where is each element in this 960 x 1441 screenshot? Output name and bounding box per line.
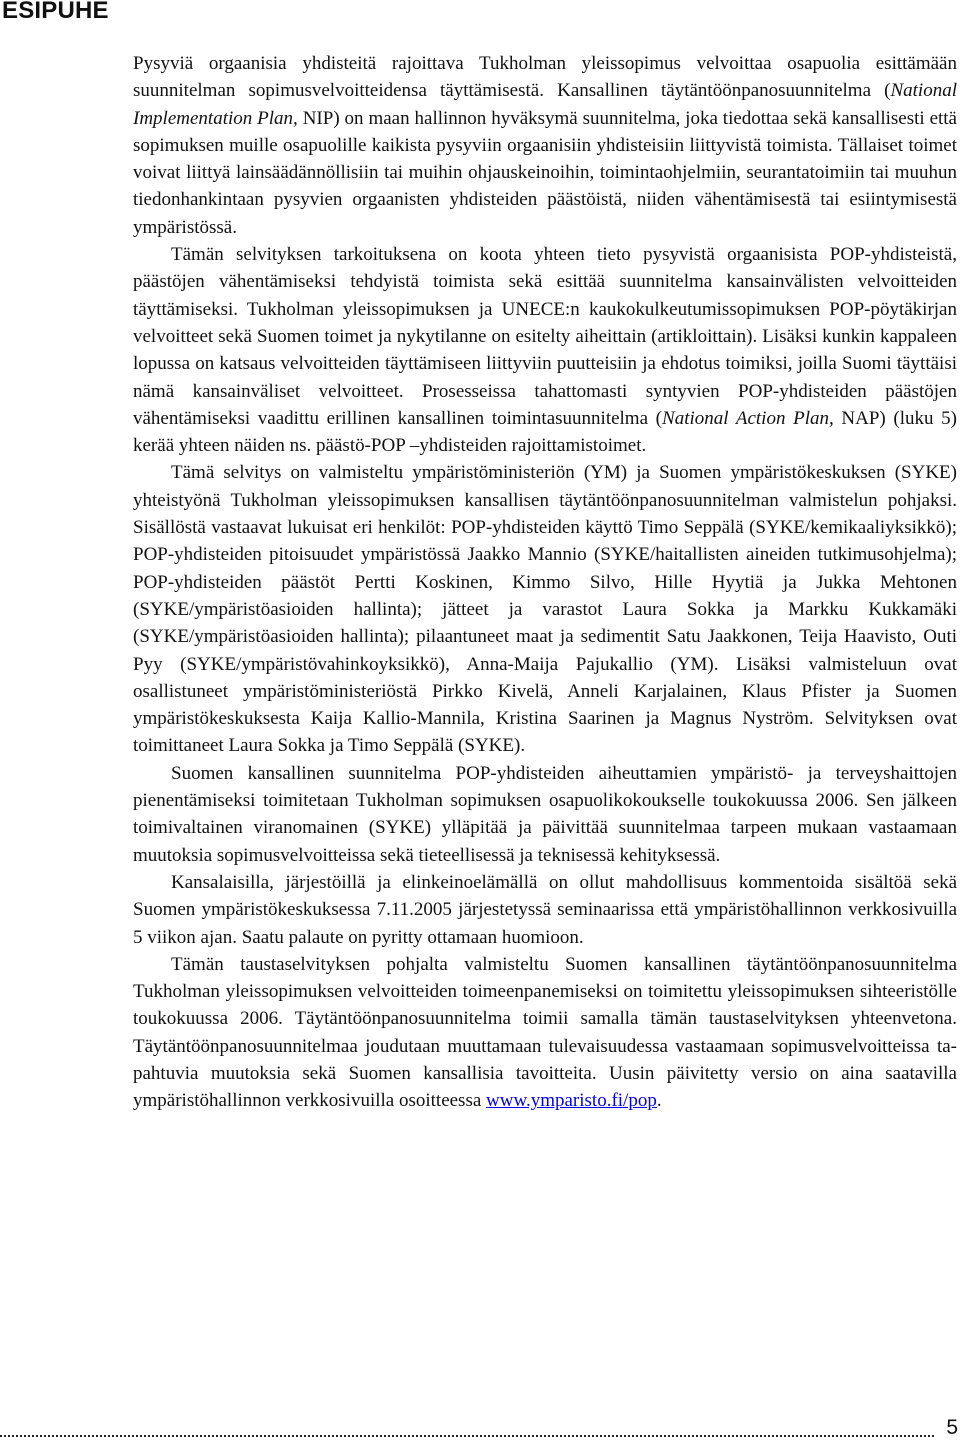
paragraph-4: Suomen kansallinen suunnitelma POP-yhdisteiden aiheuttamien ympäristö- ja terveyshaittojen pienentämiseksi toimitetaan Tukholman sopimuksen osapuolikokoukselle toukokuussa 2006. Sen jälkeen toimivaltainen viranomainen (SYKE) ylläpitää ja päivittää suunnitelmaa tarpeen mukaan vastaamaan muutoksia sopimusvelvoitteissa sekä tieteellisessä ja teknisessä kehityksessä.: [133, 762, 957, 866]
paragraph-1: [133, 50, 957, 241]
paragraph-6-end: .: [656, 1090, 662, 1112]
document-body: [133, 50, 957, 1115]
page-heading: ESIPUHE: [2, 0, 109, 24]
paragraph-1-text-a: Pysyviä orgaanisia yhdisteitä rajoittava Tukholman yleissopimus velvoittaa osapuolia esittämään suunnitelman sopimusvelvoitteidensa täyttämisestä. Kansallinen täytäntöönpanosuunnitelma (: [133, 53, 957, 102]
dot-leader: [0, 1435, 934, 1437]
ymparisto-pop-link[interactable]: www.ymparisto.fi/pop: [486, 1090, 657, 1112]
page-footer: [0, 1417, 958, 1441]
paragraph-5: Kansalaisilla, järjestöillä ja elinkeinoelämällä on ollut mahdollisuus kommentoida sisältöä sekä Suomen ympäristökeskuksessa 7.11.2005 järjestetyssä seminaarissa että ympäristöhallinnon verkkosivuilla 5 viikon ajan. Saatu palaute on pyritty ottamaan huomioon.: [133, 871, 957, 948]
paragraph-2: [133, 241, 957, 459]
page-number: 5: [946, 1416, 958, 1439]
paragraph-1-text-b: NIP) on maan hallinnon hyväksymä suunnitelma, joka tiedottaa sekä kansallisesti että sopimuksen muille osapuolille kaikista pysyviin orgaanisiin yhdisteisiin liittyvistä toimista. Tällaiset toimet voivat liittyä lainsäädännöllisiin tai muihin ohjauskeinoihin, toimintaohjelmiin, seurantatoimiin tai muuhun tiedonhankintaan pysyvien orgaanisten yhdisteiden päästöistä, niiden vähentämisestä tai esiintymisestä ympäristössä.: [133, 107, 957, 238]
paragraph-6: [133, 951, 957, 1115]
paragraph-1-italic-term: National Implementation Plan,: [133, 80, 957, 129]
paragraph-2-text-b: NAP) (luku 5) kerää yhteen näiden ns. päästö-POP –yhdisteiden rajoittamistoimet.: [133, 407, 957, 457]
paragraph-6-text: Tämän taustaselvityksen pohjalta valmisteltu Suomen kansallinen täytäntöönpanosuunnitelma Tukholman yleissopimuksen velvoitteiden toimeenpanemiseksi on toimitettu yleissopimuksen sihteeristölle toukokuussa 2006. Täytäntöönpanosuunnitelma toimii samalla tämän taustaselvityksen yhteenvetona. Täytäntöönpanosuunnitelmaa joudutaan muuttamaan tulevaisuudessa vastaamaan sopimusvelvoitteissa tapahtuvia muutoksia sekä Suomen kansallisia tavoitteita. Uusin päivitetty versio on aina saatavilla ympäristöhallinnon verkkosivuilla osoitteessa: [133, 953, 957, 1112]
paragraph-2-italic-term: National Action Plan,: [662, 407, 834, 429]
paragraph-3: Tämä selvitys on valmisteltu ympäristöministeriön (YM) ja Suomen ympäristökeskuksen (SYKE) yhteistyönä Tukholman yleissopimuksen kansallisen täytäntöönpanosuunnitelman valmistelun pohjaksi. Sisällöstä vastaavat lukuisat eri henkilöt: POP-yhdisteiden käyttö Timo Seppälä (SYKE/kemikaaliyksikkö); POP-yhdisteiden pitoisuudet ympäristössä Jaakko Mannio (SYKE/haitallisten aineiden tutkimusohjelma); POP-yhdisteiden päästöt Pertti Koskinen, Kimmo Silvo, Hille Hyytiä ja Jukka Mehtonen (SYKE/ympäristöasioiden hallinta); jätteet ja varastot Laura Sokka ja Markku Kukkamäki (SYKE/ympäristöasioiden hallinta); pilaantuneet maat ja sedimentit Satu Jaakkonen, Teija Haavisto, Outi Pyy (SYKE/ympäristövahinkoyksikkö), Anna-Maija Pajukallio (YM). Lisäksi valmisteluun ovat osallistuneet ympäristöministeriöstä Pirkko Kivelä, Anneli Karjalainen, Klaus Pfister ja Suomen ympäristökeskuksesta Kaija Kallio-Mannila, Kristina Saarinen ja Magnus Nyström. Selvityksen ovat toimittaneet Laura Sokka ja Timo Seppälä (SYKE).: [133, 462, 957, 757]
paragraph-2-text-a: Tämän selvityksen tarkoituksena on koota yhteen tieto pysyvistä orgaanisista POP-yhdisteistä, päästöjen vähentämiseksi tehdyistä toimista sekä esittää suunnitelma kansainvälisten velvoitteiden täyttämiseksi. Tukholman yleissopimuksen ja UNECE:n kaukokulkeutumissopimuksen POP-pöytäkirjan velvoitteet sekä Suomen toimet ja nykytilanne on esitelty aiheittain (artikloittain). Lisäksi kunkin kappaleen lopussa on katsaus velvoitteiden täyttämiseen liittyviin puutteisiin ja ehdotus toimiksi, joilla Suomi täyttäisi nämä kansainväliset velvoitteet. Prosesseissa tahattomasti syntyvien POP-yhdisteiden päästöjen vähentämiseksi vaadittu erillinen kansallinen toimintasuunnitelma (: [133, 244, 957, 429]
